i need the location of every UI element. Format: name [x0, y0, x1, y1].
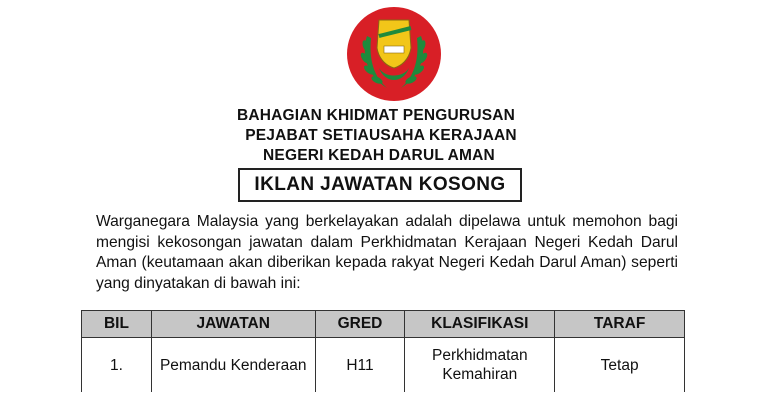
- table-header-row: [82, 311, 685, 338]
- intro-text: Warganegara Malaysia yang berkelayakan adalah dipelawa untuk memohon bagi mengisi kekosongan jawatan dalam Perkhidmatan Kerajaan Negeri Kedah Darul Aman (keutamaan akan diberikan kepada rakyat Negeri Kedah Darul Aman) seperti yang dinyatakan di bawah ini:: [96, 213, 678, 292]
- intro-paragraph: [96, 212, 678, 294]
- cell-bil: 1.: [82, 338, 152, 393]
- cell-gred: H11: [315, 338, 405, 393]
- table-row: [82, 338, 685, 393]
- vacancy-banner: IKLAN JAWATAN KOSONG: [238, 168, 522, 202]
- col-header-taraf: TARAF: [555, 311, 685, 338]
- klasifikasi-line-2: Kemahiran: [442, 366, 518, 383]
- header-line-1: BAHAGIAN KHIDMAT PENGURUSAN: [236, 107, 516, 124]
- vacancy-table: [81, 310, 685, 392]
- klasifikasi-line-1: Perkhidmatan: [431, 347, 528, 364]
- kedah-state-crest-icon: [339, 6, 449, 106]
- department-header: [0, 106, 762, 166]
- cell-jawatan: Pemandu Kenderaan: [151, 338, 315, 393]
- header-line-2: PEJABAT SETIAUSAHA KERAJAAN: [245, 127, 517, 144]
- col-header-gred: GRED: [315, 311, 405, 338]
- col-header-bil: BIL: [82, 311, 152, 338]
- cell-taraf: Tetap: [555, 338, 685, 393]
- header-line-3: NEGERI KEDAH DARUL AMAN: [263, 147, 495, 164]
- col-header-jawatan: JAWATAN: [151, 311, 315, 338]
- cell-klasifikasi: [405, 338, 555, 393]
- col-header-klasifikasi: KLASIFIKASI: [405, 311, 555, 338]
